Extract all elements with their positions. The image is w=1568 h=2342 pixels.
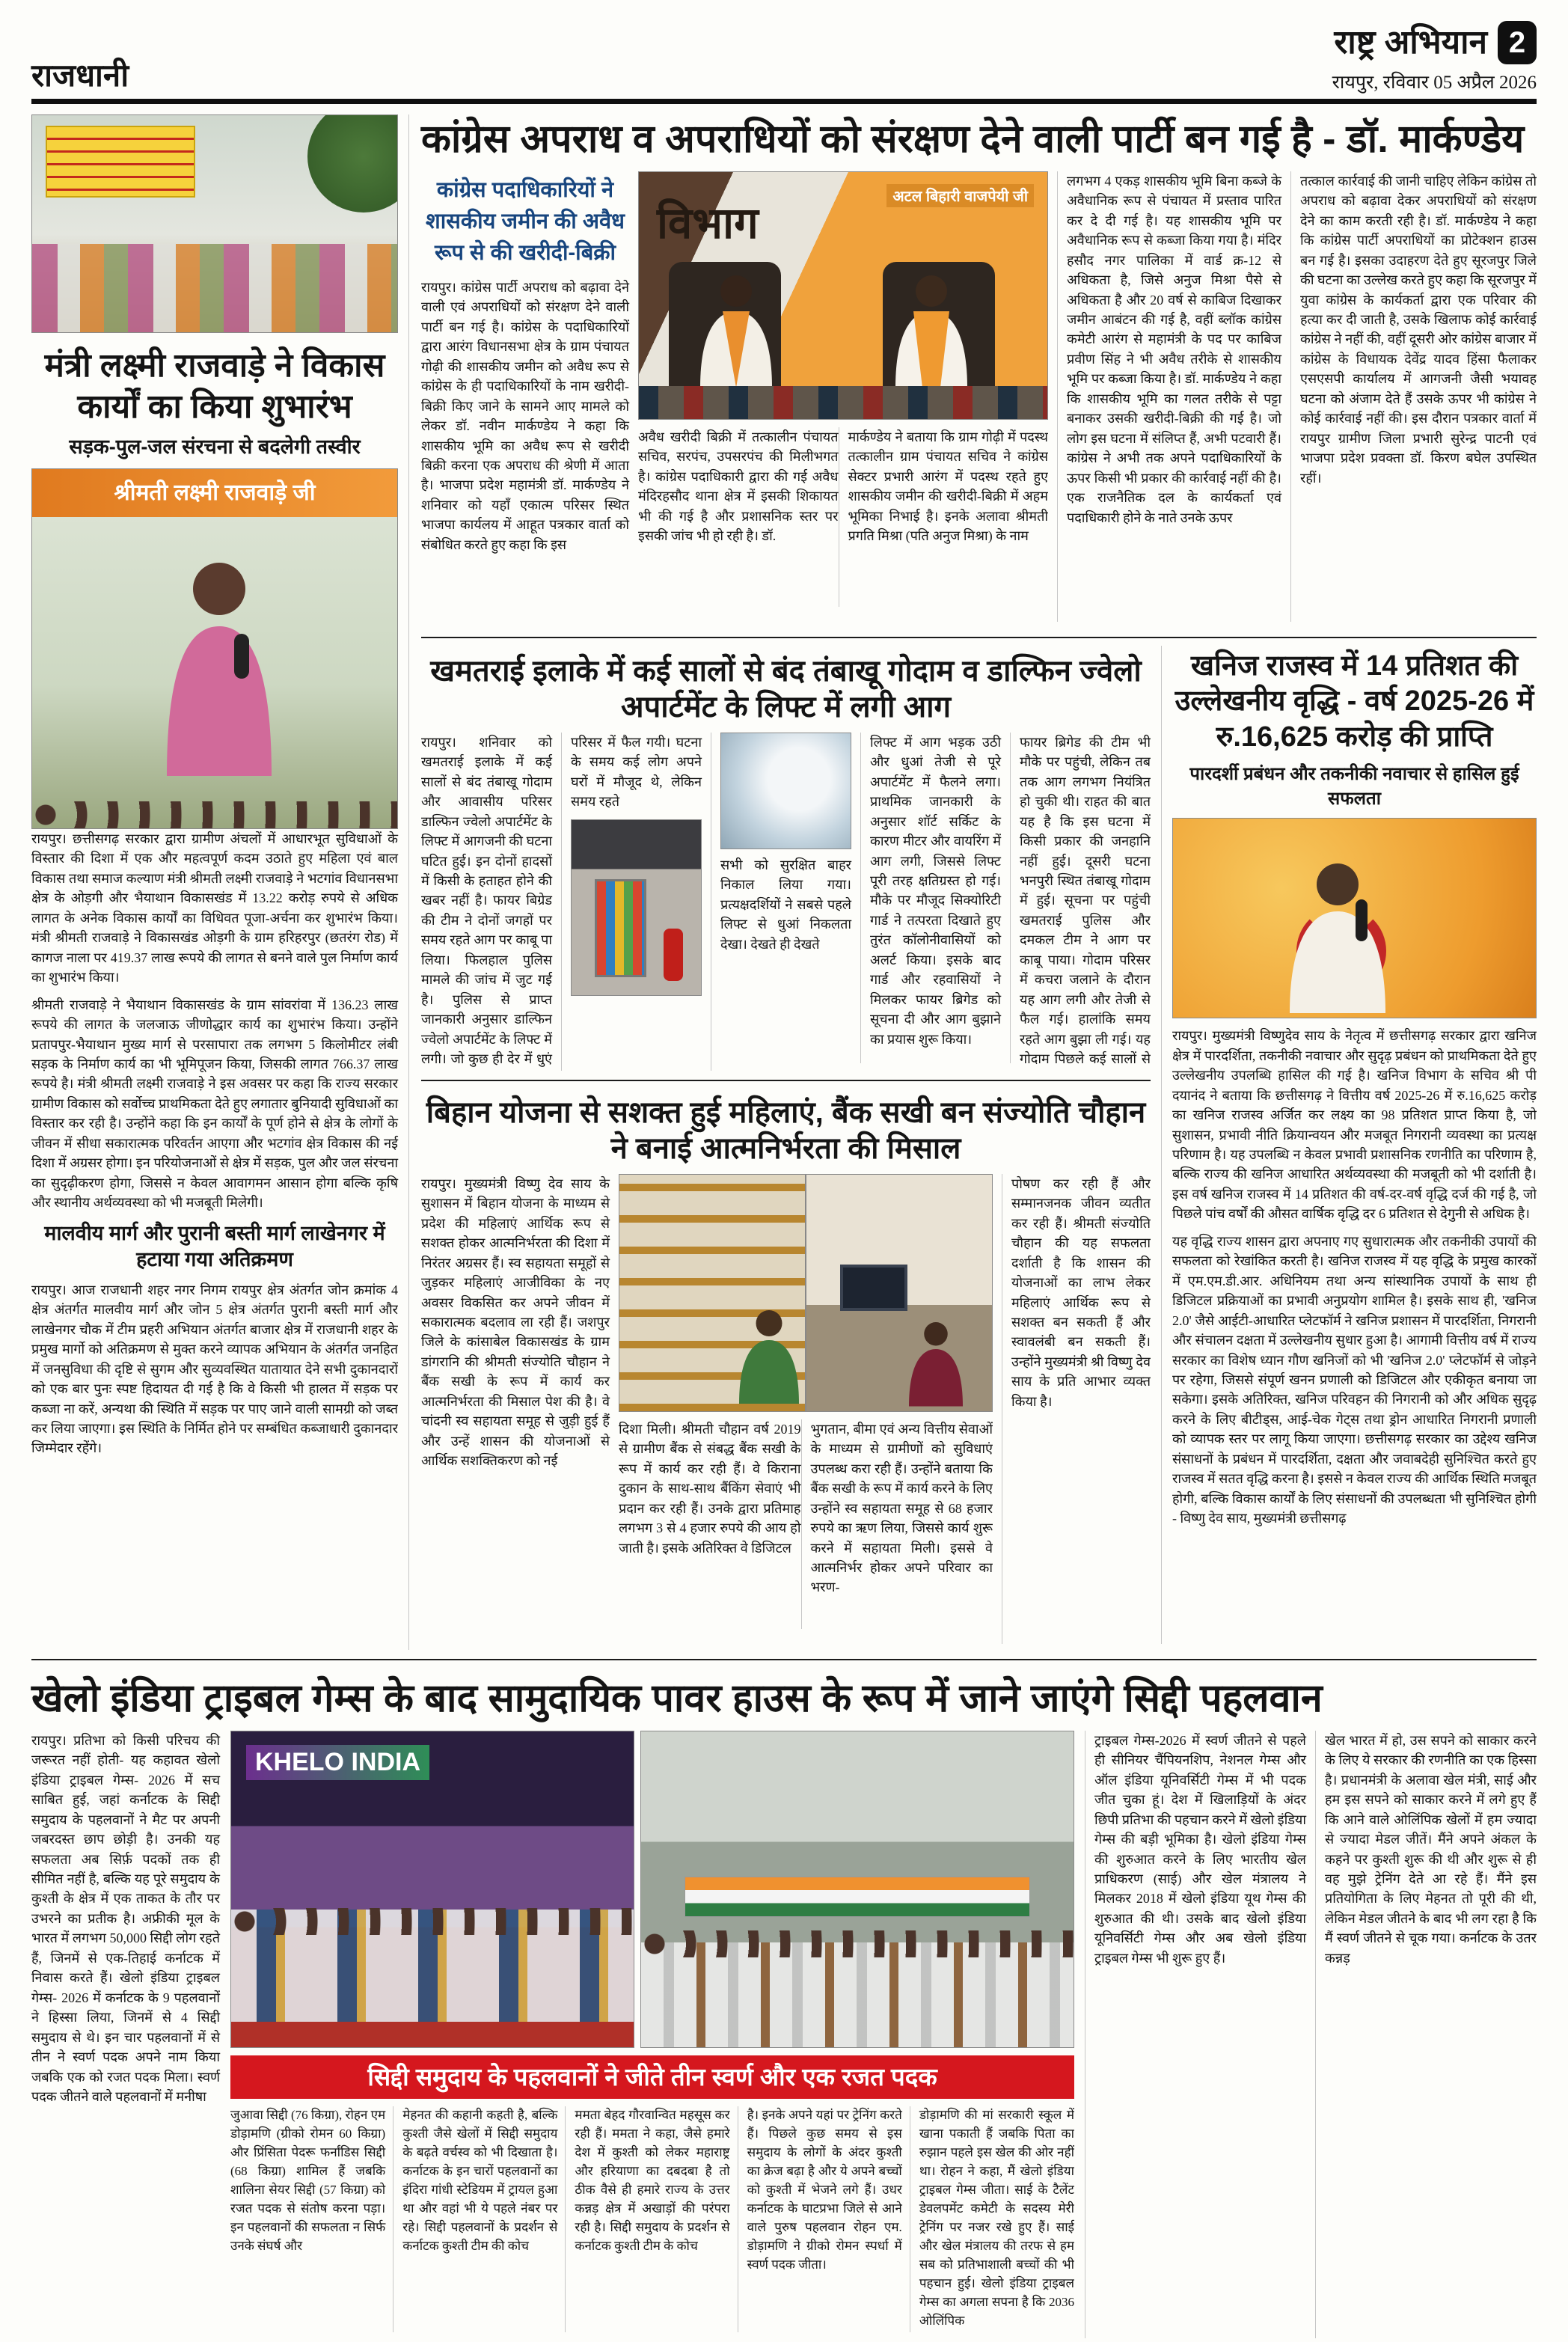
khamtarai-col-4: लिफ्ट में आग भड़क उठी और धुआं तेजी से पूरे अपार्टमेंट में फैलने लगा। प्राथमिक जानकारी के अनुसार शॉर्ट सर्किट के कारण मीटर और वायरिंग में आग लगी, जिससे लिफ्ट पूरी तरह क्षतिग्रस्त हो गई। मौके पर मौजूद सिक्योरिटी गार्ड ने तत्परता दिखाते हुए तुरंत कॉलोनीवासियों को अलर्ट किया। इसके बाद गार्ड और रहवासियों ने मिलकर फायर ब्रिगेड को सूचना दी और आग बुझाने का प्रयास शुरू किया। [860,733,1001,1063]
siddi-band-subhead: सिद्दी समुदाय के पहलवानों ने जीते तीन स्वर्ण और एक रजत पदक [230,2055,1074,2099]
monitor-decor [840,1265,907,1311]
photo-smoke [720,733,851,849]
page-number-badge: 2 [1498,21,1537,64]
congress-columns [421,171,1537,629]
page-header [31,25,1537,94]
siddi-right-col-1: ट्राइबल गेम्स-2026 में स्वर्ण जीतने से पहले ही सीनियर चैंपियनशिप, नेशनल गेम्स और ऑल इंडिया यूनिवर्सिटी गेम्स में भी पदक जीत चुका हूं। देश में खिलाड़ियों के अंदर छिपी प्रतिभा की पहचान करने में खेलो इंडिया गेम्स की बड़ी भूमिका है। खेलो इंडिया गेम्स की शुरुआत करने के लिए भारतीय खेल प्राधिकरण (साई) और खेल मंत्रालय ने मिलकर 2018 में खेलो इंडिया यूथ गेम्स की शुरुआत की थी। उसके बाद खेलो इंडिया यूनिवर्सिटी गेम्स और अब खेलो इंडिया ट्राइबल गेम्स भी शुरू हुए हैं। [1085,1731,1306,2338]
middle-left [421,646,1161,1644]
press-banner-text: अटल बिहारी वाजपेयी जी [886,184,1034,207]
khanij-body-2: यह वृद्धि राज्य शासन द्वारा अपनाए गए सुधारात्मक और तकनीकी उपायों की सफलता को रेखांकित करती है। खनिज राजस्व में यह वृद्धि के प्रमुख कारकों में एम.एम.डी.आर. अधिनियम तथा अन्य सांस्थानिक उपायों के साथ ही डिजिटल प्रक्रियाओं का प्रभावी अनुप्रयोग शामिल है। इसके साथ ही, 'खनिज 2.0' जैसे आईटी-आधारित प्लेटफॉर्म ने खनिज प्रशासन में पारदर्शिता, निगरानी और संचालन दक्षता में उल्लेखनीय सुधार हुआ है। आगामी वित्तीय वर्ष में राज्य सरकार का विशेष ध्यान गौण खनिजों को भी 'खनिज 2.0' प्लेटफॉर्म से जोड़ने पर रहेगा, जिससे संपूर्ण खनन प्रणाली को डिजिटल और एकीकृत बनाया जा सकेगा। इसके अतिरिक्त, खनिज परिवहन की निगरानी को और अधिक सुदृढ़ करने के लिए बीटीड्स, आई-चेक गेट्स तथा ड्रोन आधारित निगरानी प्रणाली को व्यापक स्तर पर लागू किया जाएगा। छत्तीसगढ़ सरकार का उद्देश्य खनिज संसाधनों के प्रबंधन में पारदर्शिता, दक्षता और जवाबदेही सुनिश्चित करते हुए राजस्व में सतत वृद्धि करना है। इससे न केवल राज्य की आर्थिक स्थिति मजबूत होगी, बल्कि विकास कार्यों के लिए संसाधनों की उपलब्धता भी सुनिश्चित होगी - विष्णु देव साय, मुख्यमंत्री छत्तीसगढ़ [1172,1233,1537,1526]
congress-col-5-text: तत्काल कार्रवाई की जानी चाहिए लेकिन कांग्रेस तो अपराध को बढ़ावा देकर अपराधियों को संरक्षण देने का काम करती रही है। डॉ. मार्कण्डेय ने कहा कि कांग्रेस पार्टी अपराधियों का प्रोटेक्शन हाउस बन गई है। इसका उदाहरण देते हुए सूरजपुर जिले की घटना का उल्लेख करते हुए कहा कि सूरजपुर में युवा कांग्रेस के कार्यकर्ता द्वारा एक परिवार की हत्या कर दी जाती है, उसके खिलाफ कोई कार्रवाई कांग्रेस ने नहीं की, वहीं दूसरी ओर कांग्रेस बाजार में कांग्रेस के विधायक देवेंद्र यादव हिंसा फैलाकर एसएसपी कार्यालय में आगजनी जैसी भयावह घटना को अंजाम देते हैं उसके ऊपर भी कांग्रेस ने कोई कार्रवाई नहीं की। इस दौरान पत्रकार वार्ता में रायपुर ग्रामीण जिला प्रभारी सुरेन्द्र पाटनी एवं भाजपा प्रदेश प्रवक्ता डॉ. किरण बघेल उपस्थित रहीं। [1290,171,1537,622]
khamtarai-col-2 [561,733,702,1071]
middle-row [421,637,1537,1644]
photo-event-scene [31,114,398,333]
bihan-col-1: रायपुर। मुख्यमंत्री विष्णु देव साय के सुशासन में बिहान योजना के माध्यम से प्रदेश की महिलाएं आर्थिक रूप से सशक्त होकर आत्मनिर्भरता की दिशा में निरंतर अग्रसर हैं। स्व सहायता समूहों से जुड़कर महिलाएं आजीविका के नए अवसर विकसित कर अपने जीवन में सकारात्मक बदलाव ला रही हैं। जशपुर जिले के कांसाबेल विकासखंड के ग्राम डांगरानि की श्रीमती संज्योति चौहान ने बैंक सखी के रूप में कार्य कर आत्मनिर्भरता की मिसाल पेश की है। वे चांदनी स्व सहायता समूह से जुड़ी हुई हैं और उन्हें शासन की योजनाओं से आर्थिक सशक्तिकरण को नई [421,1175,610,1469]
minister-subhead: सड़क-पुल-जल संरचना से बदलेगी तस्वीर [69,435,361,458]
minister-body-3: रायपुर। आज राजधानी शहर नगर निगम रायपुर क्षेत्र अंतर्गत जोन क्रमांक 4 क्षेत्र अंतर्गत मालवीय मार्ग और जोन 5 क्षेत्र अंतर्गत पुरानी बस्ती मार्ग और लाखेनगर चौक में टीम प्रहरी अभियान अंतर्गत बाजार क्षेत्र में राजधानी शहर के प्रमुख मार्गो को अतिक्रमण से मुक्त करने व्यापक अभियान के अंतर्गत जनहित में जनसुविधा की दृष्टि से सुगम और सुव्यवस्थित यातायात देने सभी दुकानदारों को एक बार पुनः स्पष्ट हिदायत दी गई है कि वे किसी भी हालत में सड़क पर कब्जा ना करें, अन्यथा की स्थिति में सड़क पर पाए जाने वाली सामग्री को जब्त कर लिया जाएगा। इस स्थिति के निर्मित होने पर सम्बंधित कब्जाधारी दुकानदार जिम्मेदार रहेंगे। [31,1282,398,1456]
khamtarai-columns [421,733,1151,1071]
header-rule [31,99,1537,104]
upper-section [31,114,1537,1650]
khanij-headline: खनिज राजस्व में 14 प्रतिशत की उल्लेखनीय वृद्धि - वर्ष 2025-26 में रु.16,625 करोड़ की प्राप्ति [1175,649,1534,753]
masthead [1332,21,1537,94]
siddi-columns [31,1731,1537,2342]
article-minister [31,114,409,1650]
khamtarai-col-3 [711,733,851,1071]
congress-col-4-text: लगभग 4 एकड़ शासकीय भूमि बिना कब्जे के अवैधानिक रूप से पंचायत में प्रस्ताव पारित कर दे दी गई है। यह शासकीय भूमि पर अवैधानिक रूप से कब्जा किया गया है। मंदिर हसौद नगर पालिका में वार्ड क्र-12 से अधिकता है, जिसे अनुज मिश्रा पैसे से अधिकता है और 20 वर्ष से काबिज दिखाकर जमीन आबंटन की गई है, वहीं ब्लॉक कांग्रेस कमेटी आरंग से महामंत्री के पद पर काबिज प्रवीण सिंह ने भी अवैध तरीके से शासकीय भूमि पर कब्जा किया है। डॉ. मार्कण्डेय ने कहा कि शासकीय भूमि का गलत तरीके से पट्टा बनाकर उसकी खरीदी-बिक्री की गई है। जो लोग इस घटना में संलिप्त हैं, अभी पटवारी हैं। कांग्रेस ने अभी तक अपने पदाधिकारियों के ऊपर किसी भी प्रकार की कार्रवाई नहीं की है। एक राजनैतिक दल के कार्यकर्ता एवं पदाधिकारी होने के नाते उनके ऊपर [1057,171,1281,622]
main-area [409,114,1537,1650]
bihan-middle [619,1174,993,1644]
khamtarai-col-5: फायर ब्रिगेड की टीम भी मौके पर पहुंची, लेकिन तब तक आग लगभग नियंत्रित हो चुकी थी। राहत की बात यह है कि इस घटना में किसी प्रकार की जनहानि नहीं हुई। दूसरी घटना भनपुरी स्थित तंबाखू गोदाम में हुई। सूचना पर पहुंची खमतराई पुलिस और दमकल टीम ने आग पर काबू पाया। गोदाम परिसर में कचरा जलाने के दौरान यह आग लगी और तेजी से फैल गई। हालांकि समय रहते आग बुझा ली गई। यह गोदाम पिछले कई सालों से [1010,733,1151,1063]
speaker-silhouette [144,551,294,776]
khamtarai-col-1: रायपुर। शनिवार को खमतराई इलाके में कई सालों से बंद तंबाखू गोदाम और आवासीय परिसर डाल्फिन ज्वेलो अपार्टमेंट के लिफ्ट में आगजनी की घटना घटित हुई। इन दोनों हादसों में किसी के हताहत होने की खबर नहीं है। फायर बिग्रेड की टीम ने दोनों जगहों पर समय रहते आग पर काबू पा लिया। फिलहाल पुलिस मामले की जांच में जुट गई है। पुलिस से प्राप्त जानकारी अनुसार डाल्फिन ज्वेलो अपार्टमेंट के लिफ्ट में लगी। जो कुछ ही देर में धुएं [421,734,552,1067]
photo-press-conference [638,171,1048,420]
minister-headline: मंत्री लक्ष्मी राजवाड़े ने विकास कार्यों का किया शुभारंभ [44,347,385,425]
bihan-col-4: पोषण कर रही हैं और सम्मानजनक जीवन व्यतीत कर रही हैं। श्रीमती संज्योति चौहान की यह सफलता दर्शाती है कि शासन की योजनाओं का लाभ लेकर महिलाएं आर्थिक रूप से सशक्त बन सकती हैं और स्वावलंबी बन सकती हैं। उन्होंने मुख्यमंत्री श्री विष्णु देव साय के प्रति आभार व्यक्त किया है। [1002,1174,1151,1644]
congress-under-photo-columns [638,427,1048,614]
cm-silhouette [1278,853,1397,1018]
photo-minister-speech [31,468,398,829]
khanij-body-1: रायपुर। मुख्यमंत्री विष्णुदेव साय के नेतृत्व में छत्तीसगढ़ सरकार द्वारा खनिज क्षेत्र में पारदर्शिता, तकनीकी नवाचार और सुदृढ़ प्रबंधन को प्राथमिकता देते हुए उल्लेखनीय उपलब्धि हासिल की गई है। खनिज विभाग के सचिव श्री पी दयानंद ने बताया कि छत्तीसगढ़ ने वित्तीय वर्ष 2025-26 में रु.16,625 करोड़ का खनिज राजस्व अर्जित कर लक्ष्य का 98 प्रतिशत प्राप्त किया है, जो सुशासन, प्रभावी नीति क्रियान्वयन और मजबूत निगरानी व्यवस्था का प्रत्यक्ष परिणाम है। यह उपलब्धि न केवल प्रभावी प्रशासनिक रणनीति का परिणाम है, बल्कि राज्य की खनिज आधारित अर्थव्यवस्था की मजबूती को भी दर्शाती है। इस वर्ष खनिज राजस्व में 14 प्रतिशत की वर्ष-दर-वर्ष वृद्धि दर्ज की गई है, जो पिछले पांच वर्षों की औसत वार्षिक वृद्धि दर 6 प्रतिशत से देगुनी से अधिक है। [1172,1028,1537,1222]
computer-desk-decor [805,1175,992,1411]
congress-col-2-text: अवैध खरीदी बिक्री में तत्कालीन पंचायत सचिव, सरपंच, उपसरपंच की मिलीभगत है। कांग्रेस पदाधिकारी द्वारा की गई अवैध मंदिरहसौद थाना क्षेत्र में इसकी शिकायत भी की गई है और प्रशासनिक स्तर पर इसकी जांच भी हो रही है। डॉ. [638,429,839,544]
siddi-band-col-3: ममता बेहद गौरवान्वित महसूस कर रही हैं। ममता ने कहा, जैसे हमारे देश में कुश्ती को लेकर महाराष्ट्र और हरियाणा का दबदबा है तो ठीक वैसे ही हमारे राज्य के उत्तर कन्नड़ क्षेत्र में अखाड़ों की परंपरा रही है। सिद्दी समुदाय के प्रदर्शन से कर्नाटक कुश्ती टीम के कोच [565,2106,729,2332]
khamtarai-headline: खमतराई इलाके में कई सालों से बंद तंबाखू गोदाम व डाल्फिन ज्वेलो अपार्टमेंट के लिफ्ट में लगी आग [430,654,1142,724]
photo-bank-sakhi [619,1174,993,1412]
siddi-headline: खेलो इंडिया ट्राइबल गेम्स के बाद सामुदायिक पावर हाउस के रूप में जाने जाएंगे सिद्दी पहलवान [31,1677,1323,1720]
khelo-india-board: KHELO INDIA [246,1745,429,1780]
congress-col-3-text: मार्कण्डेय ने बताया कि ग्राम गोढ़ी में पदस्थ तत्कालीन ग्राम पंचायत सचिव ने कांग्रेस सेक्टर प्रभारी आरंग में पदस्थ रहते हुए शासकीय जमीन की खरीदी-बिक्री में अहम भूमिका निभाई है। इनके अलावा श्रीमती प्रगति मिश्रा (पति अनुज मिश्रा) के नाम [839,427,1049,607]
shopkeeper-silhouette [732,1299,806,1411]
section-label: राजधानी [31,58,129,93]
minister-subhead-2: मालवीय मार्ग और पुरानी बस्ती मार्ग लाखेनगर में हटाया गया अतिक्रमण [44,1221,385,1271]
siddi-band-col-5: डोड़ामणि की मां सरकारी स्कूल में खाना पकाती हैं जबकि पिता का रुझान पहले इस खेल की ओर नहीं था। रोहन ने कहा, मैं खेलो इंडिया ट्राइबल गेम्स जीता। साई के टैलेंट डेवलपमेंट कमेटी के सदस्य मेरी ट्रेनिंग पर नजर रखे हुए हैं। साई और खेल मंत्रालय की तरफ से हम सब को प्रतिभाशाली बच्चों की भी पहचान हुई। खेलो इंडिया ट्राइबल गेम्स का अगला सपना है कि 2036 ओलिंपिक [910,2106,1074,2332]
khamtarai-col-3-text: सभी को सुरक्षित बाहर निकाल लिया गया। प्रत्यक्षदर्शियों ने सबसे पहले लिफ्ट से धुआं निकलता देखा। देखते ही देखते [720,857,851,952]
photo-cm-speech [1172,818,1537,1018]
event-banner [46,126,195,198]
mic-table-decor [639,386,1047,419]
khanij-subhead: पारदर्शी प्रबंधन और तकनीकी नवाचार से हासिल हुई सफलता [1189,764,1519,810]
crowd-heads-decor [32,801,397,828]
photo-wrestlers-group [640,1731,1074,2048]
fire-extinguisher-decor [664,929,683,981]
shelf-decor [595,879,646,977]
flag-decor [685,1877,1030,1917]
siddi-photos [230,1731,1074,2048]
bihan-under-photo-columns [619,1419,993,1636]
group-heads-decor [641,1930,1074,1957]
bihan-col-2: दिशा मिली। श्रीमती चौहान वर्ष 2019 से ग्रामीण बैंक से संबद्ध बैंक सखी के रूप में कार्य कर रही हैं। वे किराना दुकान के साथ-साथ बैंकिंग सेवाएं भी प्रदान कर रही हैं। उनके द्वारा प्रतिमाह लगभग 3 से 4 हजार रुपये की आय हो जाती है। इसके अतिरिक्त वे डिजिटल [619,1421,801,1556]
woman-silhouette [902,1314,970,1411]
press-backdrop-word: विभाग [657,198,759,248]
group-decor [641,1942,1074,2047]
khamtarai-col-2-text: परिसर में फैल गयी। घटना के समय कई लोग अपने घरों में मौजूद थे, लेकिन समय रहते [571,734,702,810]
congress-col-1 [421,171,629,629]
article-siddi [31,1659,1537,2342]
congress-headline: कांग्रेस अपराध व अपराधियों को संरक्षण देने वाली पार्टी बन गई है - डॉ. मार्कण्डेय [421,117,1525,161]
siddi-right-col-2: खेल भारत में हो, उस सपने को साकार करने के लिए ये सरकार की रणनीति का एक हिस्सा है। प्रधानमंत्री के अलावा खेल मंत्री, साई और हम इस सपने को साकार करने में लगे हुए हैं कि आने वाले ओलिंपिक खेलों में हम ज्यादा से ज्यादा मेडल जीतें। मैंने अपने अंकल के कहने पर कुश्ती शुरू की थी और शुरू से ही वह मुझे ट्रेनिंग देते आ रहे हैं। मैंने इस प्रतियोगिता के लिए मेहनत तो पूरी की थी, लेकिन मेडल जीतने के बाद भी लग रहा है कि मैं स्वर्ण जीतने से चूक गया। कर्नाटक के उतर कन्नड़ [1315,1731,1537,2338]
bihan-headline: बिहान योजना से सशक्त हुई महिलाएं, बैंक सखी बन संज्योति चौहान ने बनाई आत्मनिर्भरता की मिसाल [426,1095,1146,1165]
siddi-center [230,1731,1074,2342]
masthead-title: राष्ट्र अभियान [1334,24,1487,61]
bihan-col-3: भुगतान, बीमा एवं अन्य वित्तीय सेवाओं के माध्यम से ग्रामीणों को सुविधाएं उपलब्ध करा रही हैं। उन्होंने बताया कि बैंक सखी के रूप में कार्य करने के लिए उन्होंने स्व सहायता समूह से 68 हजार रुपये का ऋण लिया, जिससे कार्य शुरू करने में सहायता मिली। इससे वे आत्मनिर्भर होकर अपने परिवार का भरण- [801,1419,993,1629]
congress-middle [638,171,1048,629]
siddi-band-columns [230,2106,1074,2340]
article-khamtarai [421,653,1151,1071]
congress-subhead: कांग्रेस पदाधिकारियों ने शासकीय जमीन की अवैध रूप से की खरीदी-बिक्री [426,177,625,265]
article-khanij [1161,646,1537,1644]
siddi-band-col-2: मेहनत की कहानी कहती है, बल्कि कुश्ती जैसे खेलों में सिद्दी समुदाय के बढ़ते वर्चस्व को भी दिखाता है। कर्नाटक के इन चारों पहलवानों का इंदिरा गांधी स्टेडियम में ट्रायल हुआ था और वहां भी ये पहले नंबर पर रहे। सिद्दी पहलवानों के प्रदर्शन से कर्नाटक कुश्ती टीम की कोच [393,2106,557,2332]
crowd-decor [32,244,397,332]
speaker-one-silhouette [691,269,781,389]
bihan-columns [421,1174,1151,1644]
athlete-heads-decor [231,1908,634,1935]
photo-lift-fire [571,819,702,996]
dateline: रायपुर, रविवार 05 अप्रैल 2026 [1332,73,1537,93]
foliage-decor [307,114,398,213]
article-bihan [421,1080,1151,1644]
siddi-right [1085,1731,1537,2342]
siddi-left-col: रायपुर। प्रतिभा को किसी परिचय की जरूरत नहीं होती- यह कहावत खेलो इंडिया ट्राइबल गेम्स- 2026 में सच साबित हुई, जहां कर्नाटक के सिद्दी समुदाय के पहलवानों ने मैट पर अपनी जबरदस्त छाप छोड़ी है। उनकी यह सफलता अब सिर्फ़ पदकों तक ही सीमित नहीं है, बल्कि यह पूरे समुदाय के कुश्ती के क्षेत्र में एक ताकत के तौर पर उभरने का प्रतीक है। अफ्रीकी मूल के भारत में लगभग 50,000 सिद्दी लोग रहते हैं, जिनमें से एक-तिहाई कर्नाटक में निवास करते हैं। खेलो इंडिया ट्राइबल गेम्स- 2026 में कर्नाटक के 9 पहलवानों ने हिस्सा लिया, जिनमें से 4 सिद्दी समुदाय से थे। इन चार पहलवानों में से तीन ने स्वर्ण पदक अपने नाम किया जबकि एक को रजत पदक मिला। स्वर्ण पदक जीतने वाले पहलवानों में मनीषा [31,1732,220,2104]
minister-body-2: श्रीमती राजवाड़े ने भैयाथान विकासखंड के ग्राम सांवरांवा में 136.23 लाख रूपये की लागत के जलजाऊ जीणोद्धार कार्य का शुभारंभ किया। उन्होंने प्रतापपुर-भैयाथान मुख्य मार्ग से परसापारा तक लगभग 5 किलोमीटर लंबी सड़क के निर्माण कार्य का भी भूमिपूजन किया, जिसकी लागत 766.37 लाख रूपये है। मंत्री श्रीमती लक्ष्मी राजवाड़े ने इस अवसर पर कहा कि राज्य सरकार ग्रामीण विकास को सर्वोच्च प्राथमिकता देते हुए लगातार बुनियादी सुविधाओं का विस्तार कर रही है। उन्होंने कहा कि इन कार्यों के पूर्ण होने से क्षेत्र के लोगों के जीवन में सीधा सकारात्मक परिवर्तन आएगा और भटगांव क्षेत्र विकास की नई दिशा में अग्रसर होगा। इन परियोजनाओं से क्षेत्र में सड़क, पुल और जल संरचना का सुदृढ़ीकरण होगा, जिससे न केवल आवागमन आसान होगा बल्कि कृषि और स्थानीय अर्थव्यवस्था को भी मजबूती मिलेगी। [31,997,399,1211]
minister-body-1: रायपुर। छत्तीसगढ़ सरकार द्वारा ग्रामीण अंचलों में आधारभूत सुविधाओं के विस्तार की दिशा में एक और महत्वपूर्ण कदम उठाते हुए महिला एवं बाल विकास तथा समाज कल्याण मंत्री श्रीमती लक्ष्मी राजवाड़े ने भटगांव विधानसभा क्षेत्र के ओड़गी और भैयाथान विकासखंड में 13.22 करोड़ रुपये से अधिक लागत के अनेक विकास कार्यों का विधिवत पूजा-अर्चना कर शुभारंभ किया। मंत्री श्रीमती राजवाड़े ने विकासखंड ओड़गी के ग्राम हरिहरपुर (छतरंग रोड) में कागज नाला पर 419.37 लाख रूपये की लागत से बनने वाले पुल निर्माण कार्य का शुभारंभ किया। [31,831,398,985]
siddi-band-col-4: है। इनके अपने यहां पर ट्रेनिंग करते हैं। पिछले कुछ समय से इस समुदाय के लोगों के अंदर कुश्ती का क्रेज बढ़ा है और ये अपने बच्चों को कुश्ती में भेजने लगे हैं। उधर कर्नाटक के घाटप्रभा जिले से आने वाले पुरुष पहलवान रोहन एम. डोड़ामणि ने ग्रीको रोमन स्पर्धा में स्वर्ण पदक जीता। [738,2106,902,2332]
congress-col-1-text: रायपुर। कांग्रेस पार्टी अपराध को बढ़ावा देने वाली एवं अपराधियों को संरक्षण देने वाली पार्टी बन गई है। कांग्रेस के पदाधिकारियों द्वारा आरंग विधानसभा क्षेत्र के ग्राम पंचायत गोढ़ी की शासकीय जमीन को अवैध रूप से कांग्रेस के ही पदाधिकारियों के नाम खरीदी-बिक्री किए जाने के सामने आए मामले को लेकर डॉ. नवीन मार्कण्डेय ने कहा कि शासकीय भूमि का अवैध रूप से खरीदी बिक्री करना एक अपराध की श्रेणी में आता है। भाजपा प्रदेश महामंत्री डॉ. मार्कण्डेय ने शनिवार को यहाँ एकात्म परिसर स्थित भाजपा कार्यलय में आहूत पत्रकार वार्ता को संबोधित करते हुए कहा कि इस [421,279,629,552]
minister-photo-banner: श्रीमती लक्ष्मी राजवाड़े जी [32,469,397,517]
siddi-band-col-1: जुआवा सिद्दी (76 किग्रा), रोहन एम डोड़ामणि (ग्रीको रोमन 60 किग्रा) और प्रिंसिता पेदरू फर्नांडिस सिद्दी (68 किग्रा) शामिल हैं जबकि शालिना सेयर सिद्दी (57 किग्रा) को रजत पदक से संतोष करना पड़ा। इन पहलवानों की सफलता न सिर्फ उनके संघर्ष और [230,2107,386,2253]
article-congress [421,117,1537,629]
photo-khelo-india-stage [230,1731,634,2048]
speaker-two-silhouette [886,269,976,389]
stage-floor-decor [231,2022,634,2047]
